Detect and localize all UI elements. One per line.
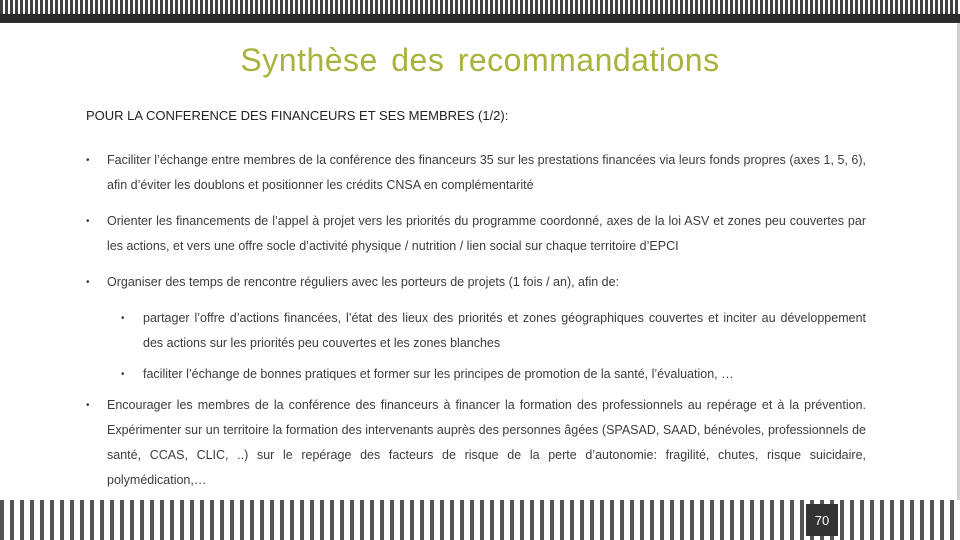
bullet-text: Encourager les membres de la conférence des financeurs à financer la formation des professionnels au repérage et à la prévention. Expérimenter sur un territoire la formation des intervenants auprès des personnes âgées (SPASAD, SAAD, bénévoles, professionnels de santé, CCAS, CLIC, ..) sur le repérage des facteurs de risque de la perte d’autonomie: fragilité, chutes, risque suicidaire, polymédication,…: [107, 398, 866, 487]
top-decorative-stripe: [0, 0, 960, 14]
bullet-item: [86, 270, 866, 295]
slide-title: Synthèse des recommandations: [240, 42, 720, 78]
bullet-text: Organiser des temps de rencontre réguliers avec les porteurs de projets (1 fois / an), afin de:: [107, 275, 620, 289]
bullet-item: [86, 148, 866, 198]
page-number: 70: [806, 504, 838, 536]
sub-bullet-marker: •: [121, 369, 125, 380]
bullet-item: [86, 209, 866, 259]
sub-bullet-list: [86, 306, 866, 387]
bullet-marker: •: [86, 277, 90, 288]
bullet-item: [86, 393, 866, 493]
sub-bullet-marker: •: [121, 313, 125, 324]
bullet-list: [86, 148, 866, 504]
section-subheading: POUR LA CONFERENCE DES FINANCEURS ET SES MEMBRES (1/2):: [86, 108, 509, 123]
sub-bullet-text: faciliter l’échange de bonnes pratiques et former sur les principes de promotion de la santé, l’évaluation, …: [143, 367, 734, 381]
sub-bullet-text: partager l’offre d’actions financées, l’état des lieux des priorités et zones géographiques couvertes et inciter au développement des actions sur les priorités peu couvertes et les zones blanches: [143, 311, 866, 350]
bullet-text: Orienter les financements de l’appel à projet vers les priorités du programme coordonné, axes de la loi ASV et zones peu couvertes par les actions, et vers une offre socle d’activité physique / nutrition / lien social sur chaque territoire d’EPCI: [107, 214, 866, 253]
bullet-marker: •: [86, 216, 90, 227]
bullet-marker: •: [86, 400, 90, 411]
sub-bullet-item: [86, 362, 866, 387]
top-dark-bar: [0, 14, 960, 23]
sub-bullet-item: [86, 306, 866, 356]
bullet-marker: •: [86, 155, 90, 166]
bullet-text: Faciliter l’échange entre membres de la conférence des financeurs 35 sur les prestations financées via leurs fonds propres (axes 1, 5, 6), afin d’éviter les doublons et positionner les crédits CNSA en complémentarité: [107, 153, 866, 192]
